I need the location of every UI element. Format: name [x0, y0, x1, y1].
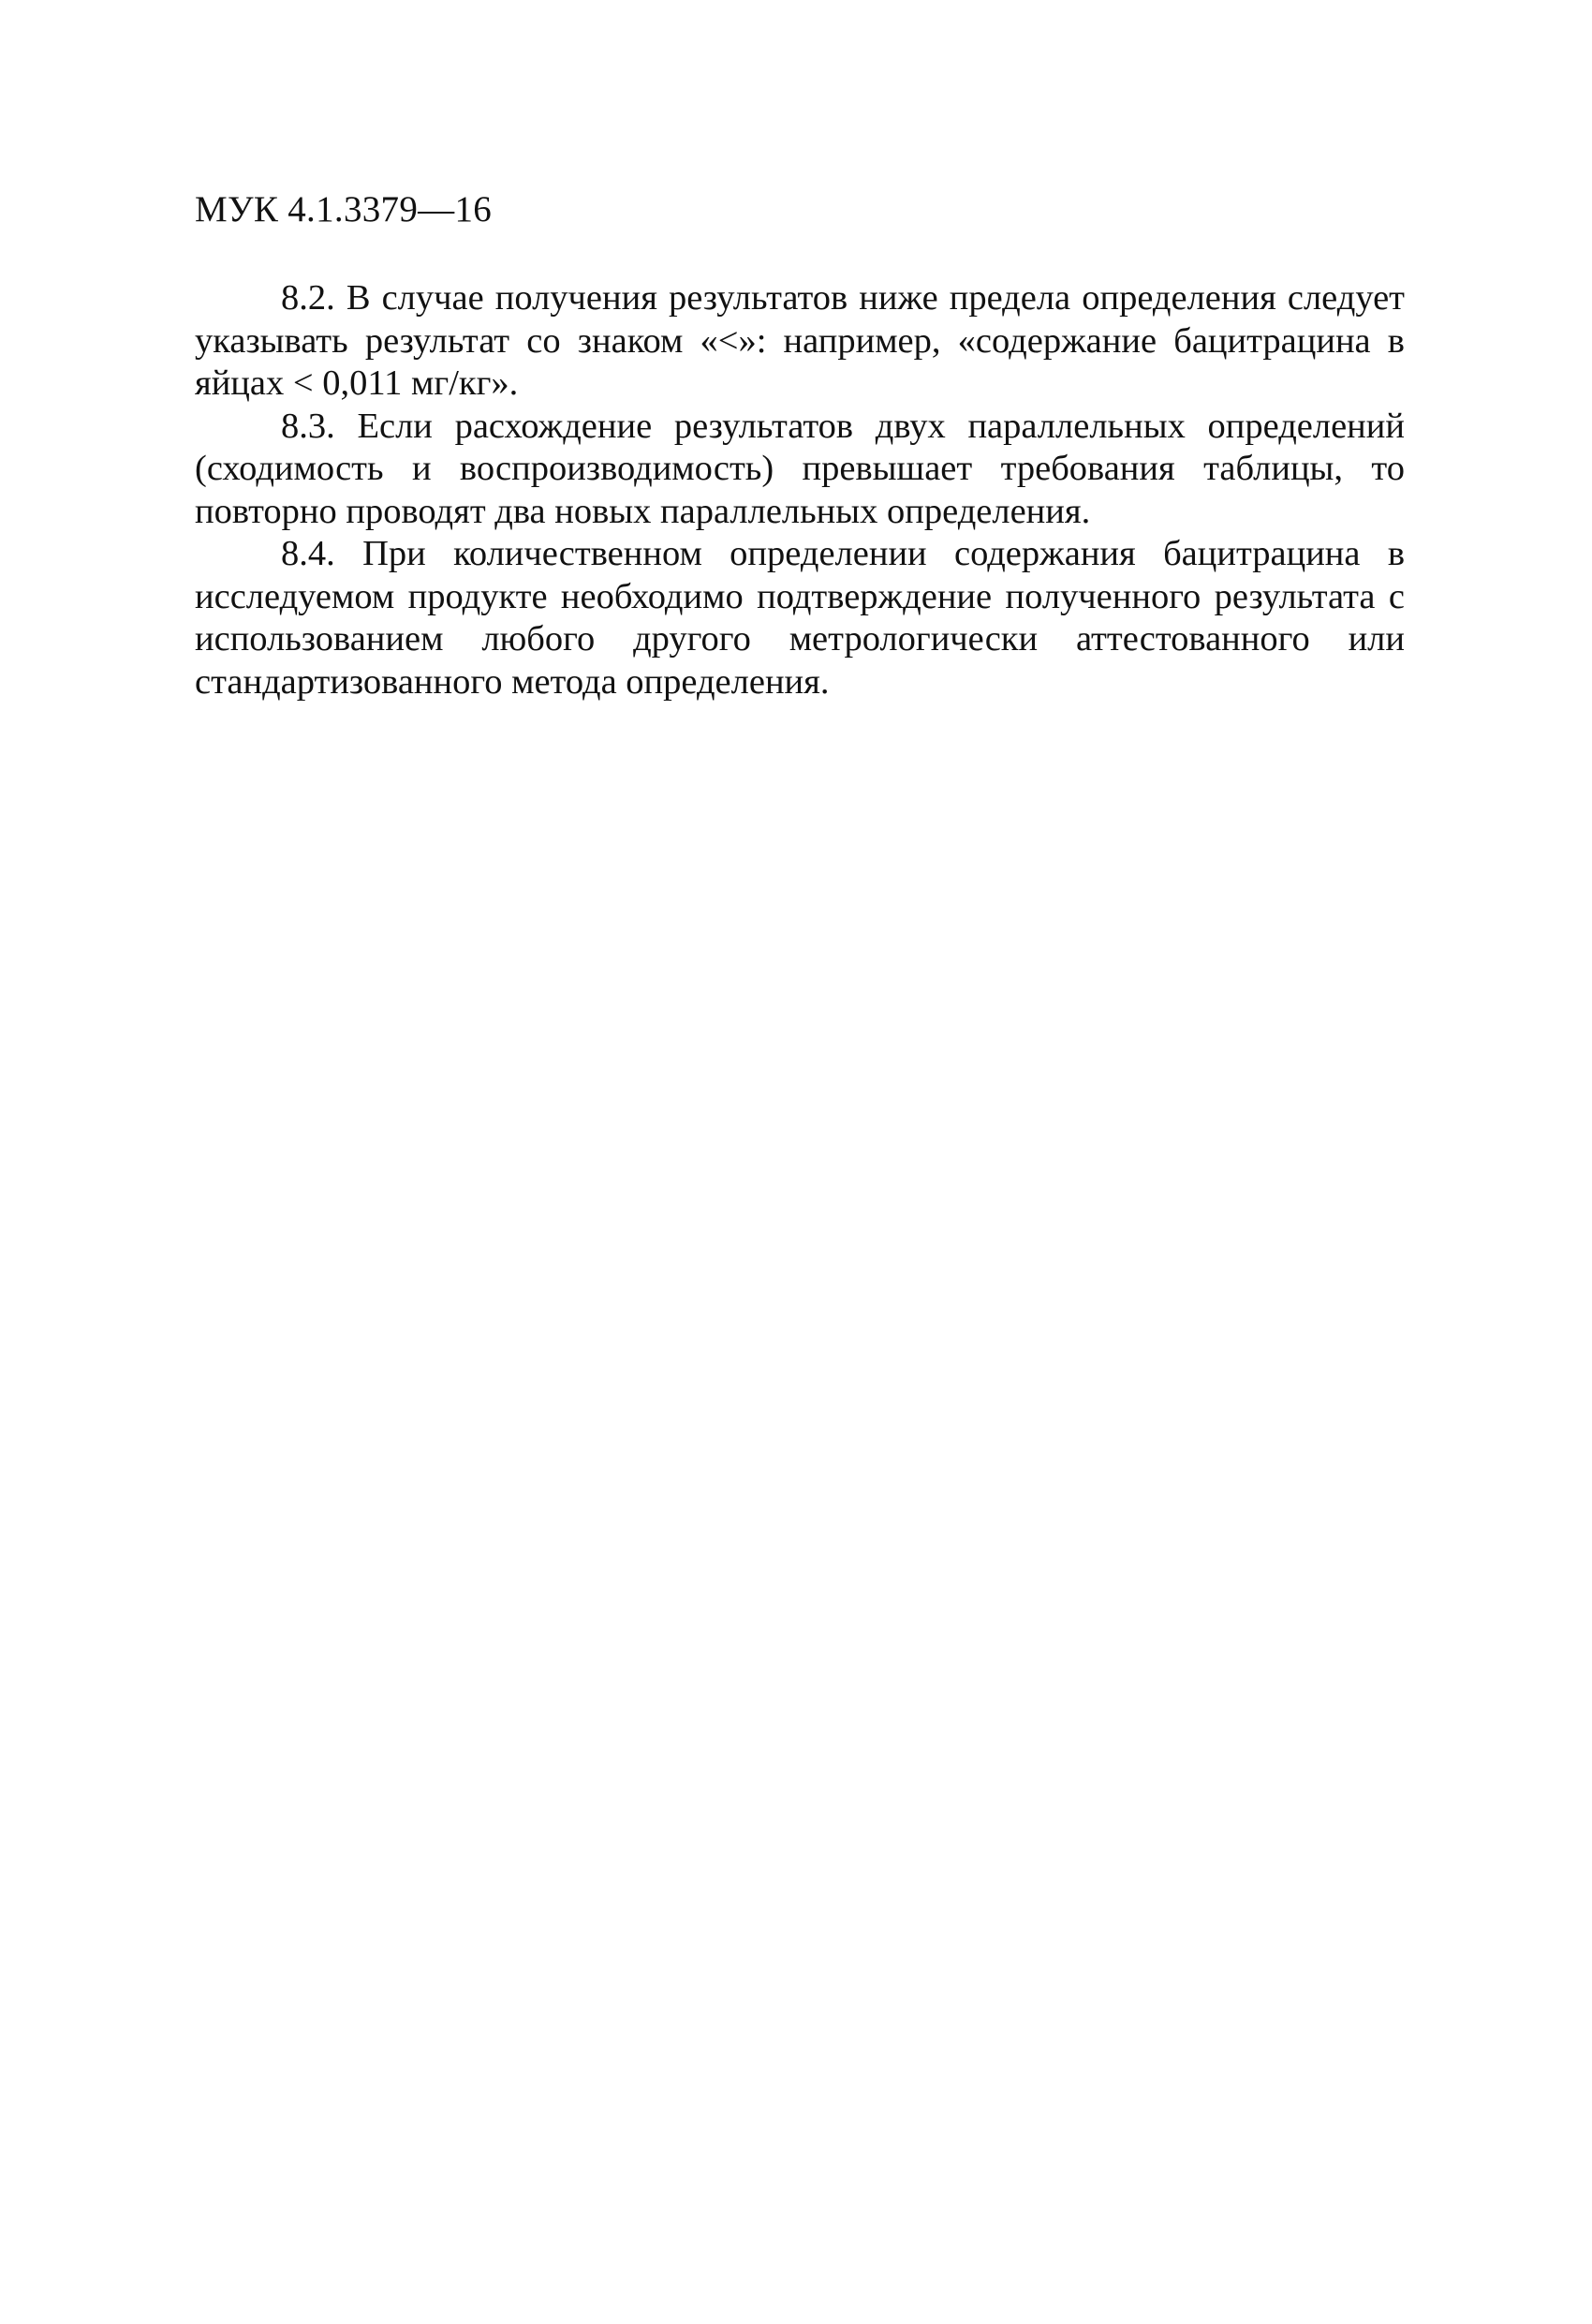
document-code-header: МУК 4.1.3379—16 [195, 189, 493, 229]
paragraph-8-2 [195, 277, 1405, 406]
paragraph-number: 8.2. [281, 278, 335, 318]
paragraph-text: При количественном определении содержания бацитрацина в исследуемом продукте необходимо подтверждение полученного результата с использованием любого другого метрологически аттестованного или стандартизованного метода определения. [195, 534, 1406, 702]
paragraph-text: Если расхождение результатов двух параллельных определений (сходимость и воспроизводимость) превышает требования таблицы, то повторно проводят два новых параллельных определения. [195, 406, 1405, 531]
paragraph-8-3 [195, 406, 1405, 534]
document-body [195, 277, 1405, 703]
paragraph-number: 8.4. [281, 534, 335, 573]
paragraph-number: 8.3. [281, 406, 335, 446]
paragraph-text: В случае получения результатов ниже предела определения следует указывать результат со знаком «<»: например, «содержание бацитрацина в яйцах < 0,011 мг/кг». [195, 278, 1405, 403]
paragraph-8-4 [195, 533, 1405, 703]
